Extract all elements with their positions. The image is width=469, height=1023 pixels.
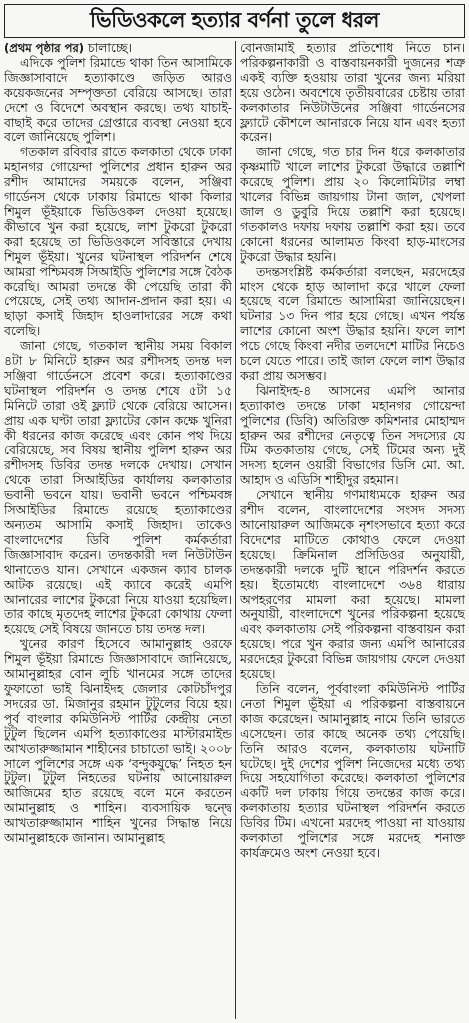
right-column <box>235 41 465 1019</box>
paragraph-text: চালাচ্ছে। <box>84 41 132 55</box>
paragraph: ঝিনাইদহ-৪ আসনের এমপি আনার হত্যাকাণ্ড তদন্তে ঢাকা মহানগর গোয়েন্দা পুলিশের (ডিবি) অতিরিক্ত কমিশনার মোহাম্মদ হারুন অর রশীদের নেতৃত্বে তিন সদস্যের যে টিম কতকাতায় গেছে, সেই টিমের অন্য দুই সদস্য হলেন ওয়ারী বিভাগের ডিসি মো. আ. আহাদ ও এডিসি শাহীদুর রহমান। <box>240 383 465 488</box>
paragraph: জানা গেছে, গতকাল স্থানীয় সময় বিকাল ৪টা ৮ মিনিটে হারুন অর রশীদসহ তদন্ত দল সঞ্জিবা গার্ডেনসে প্রবেশ করে। হত্যাকাণ্ডের ঘটনাস্থল পরিদর্শন ও তদন্ত শেষে ৫টা ১৫ মিনিটে তারা ওই ফ্ল্যাট থেকে বেরিয়ে আসেন। প্রায় এক ঘণ্টা তারা ফ্ল্যাটের কোন কক্ষে খুনিরা কী ধরনের কাজ করেছে এবং কোন পথ দিয়ে বেরিয়েছে, সব বিষয় স্থানীয় পুলিশ হারুন অর রশীদসহ ডিবির তদন্ত দলকে দেখায়। সেখান থেকে তারা সিআইডির কার্যালয় কলকাতার ভবানী ভবনে যায়। ভবানী ভবনে পশ্চিমবঙ্গ সিআইডির রিমান্ডে রয়েছে হত্যাকাণ্ডের অন্যতম আসামি কসাই জিহাদ। তাকেও বাংলাদেশের ডিবি পুলিশ কর্মকর্তারা জিজ্ঞাসাবাদ করেন। তদন্তকারী দল নিউটাউন থানাতেও যান। সেখানে একজন ক্যাব চালক আটক রয়েছে। এই ক্যাবে করেই এমপি আনারের লাশের টুকরো নিয়ে যাওয়া হয়েছিল। তার কাছে মৃতদেহ লাশের টুকরো কোথায় ফেলা হয়েছে সেই বিষয়ে জানতে চায় তদন্ত দল। <box>4 339 232 637</box>
paragraph: বোনজামাই হত্যার প্রতিশোধ নিতে চান। পরিকল্পনাকারী ও বাস্তবায়নকারী দুজনের শত্রু একই ব্যক্তি হওয়ায় তারা খুনের জন্য মরিয়া হয়ে ওঠেন। অবশেষে তৃতীয়বারের চেষ্টায় তারা কলকাতার নিউটাউনের সঞ্জিবা গার্ডেনসের ফ্ল্যাটে কৌশলে আনারকে নিয়ে যান এবং হত্যা করেন। <box>240 41 465 145</box>
paragraph: জানা গেছে, গত চার দিন ধরে কলকাতার কৃষ্ণমাটি খালে লাশের টুকরো উদ্ধারে তল্লাশি করেছে পুলিশ। প্রায় ২০ কিলোমিটার লম্বা খালের বিভিন্ন জায়গায় টানা জাল, খেপলা জাল ও ডুবুরি দিয়ে তল্লাশি করা হয়েছে। গতকালও দফায় দফায় তল্লাশি করা হয়। তবে কোনো ধরনের আলামত কিংবা হাড়-মাংসের টুকরো উদ্ধার হয়নি। <box>240 145 465 264</box>
paragraph: এদিকে পুলিশ রিমান্ডে থাকা তিন আসামিকে জিজ্ঞাসাবাদে হত্যাকাণ্ডে জড়িত আরও কয়েকজনের সম্পৃক্ততা বেরিয়ে আসছে। তারা দেশে ও বিদেশে অবস্থান করছে। তথ্য যাচাই-বাছাই করে তাদের গ্রেপ্তারে ব্যবস্থা নেওয়া হবে বলে জানিয়েছে পুলিশ। <box>4 55 232 145</box>
paragraph: তদন্তসংশ্লিষ্ট কর্মকর্তারা বলছেন, মরদেহের মাংস থেকে হাড় আলাদা করে খালে ফেলা হয়েছে বলে রিমান্ডে আসামিরা জানিয়েছেন। ঘটনার ১৩ দিন পার হয়ে গেছে। এখন পর্যন্ত লাশের কোনো অংশ উদ্ধার হয়নি। ফলে লাশ পচে গেছে কিংবা নদীর তলদেশে মাটির নিচেও চলে যেতে পারে। তাই জাল ফেলে লাশ উদ্ধার করা প্রায় অসম্ভব। <box>240 264 465 383</box>
paragraph: সেখানে স্থানীয় গণমাধ্যমকে হারুন অর রশীদ বলেন, বাংলাদেশের সংসদ সদস্য আনোয়ারুল আজিমকে নৃশংসভাবে হত্যা করে বিদেশের মাটিতে কোথাও ফেলে দেওয়া হয়েছে। ক্রিমিনাল প্রসিডিওর অনুযায়ী, তদন্তকারী দলকে দুটি স্থানে পরিদর্শন করতে হয়। ইতোমধ্যে বাংলাদেশে ৩৬৪ ধারায় অপহরণের মামলা করা হয়েছে। মামলা অনুযায়ী, বাংলাদেশে খুনের পরিকল্পনা হয়েছে এবং কলকাতায় সেই পরিকল্পনা বাস্তবায়ন করা হয়েছে। পরে খুন করার জন্য এমপি আনারের মরদেহের টুকরো বিভিন্ন জায়গায় ফেলে দেওয়া হয়েছে। <box>240 488 465 682</box>
paragraph: গতকাল রবিবার রাতে কলকাতা থেকে ঢাকা মহানগর গোয়েন্দা পুলিশের প্রধান হারুন অর রশীদ আমাদের সময়কে বলেন, সঞ্জিবা গার্ডেনস থেকে ঢাকায় রিমান্ডে থাকা কিলার শিমুল ভূঁইয়াকে ভিডিওকল দেওয়া হয়েছে। কীভাবে খুন করা হয়েছে, লাশ টুকরো টুকরো করা হয়েছে তা ভিডিওকলে সবিস্তারে দেখায় শিমুল ভূঁইয়া। খুনের ঘটনাস্থল পরিদর্শন শেষে আমরা পশ্চিমবঙ্গ সিআইডি পুলিশের সঙ্গে বৈঠক করেছি। আমরা তদন্তে কী পেয়েছি তারা কী পেয়েছে, সেই তথ্য আদান-প্রদান করা হয়। এ ছাড়া কসাই জিহাদ হাওলাদারের সঙ্গে কথা বলেছি। <box>4 145 232 339</box>
article-body <box>4 41 465 1019</box>
paragraph: খুনের কারণ হিসেবে আমানুল্লাহ ওরফে শিমুল ভূঁইয়া রিমান্ডে জিজ্ঞাসাবাদে জানিয়েছে, আমানুল্লাহর বোন লুচি খানমের সঙ্গে তাদের ফুফাতো ভাই ঝিনাইদহ জেলার কোটচাঁদপুর সদরের ডা. মিজানুর রহমান টুটুলের বিয়ে হয়। পূর্ব বাংলার কমিউনিস্ট পার্টির কেন্দ্রীয় নেতা টুটুল ছিলেন এমপি হত্যাকাণ্ডের মাস্টারমাইন্ড আখতারুজ্জামান শাহীনের চাচাতো ভাই। ২০০৮ সালে পুলিশের সঙ্গে এক ‘বন্দুকযুদ্ধে’ নিহত হন টুটুল। টুটুল নিহতের ঘটনায় আনোয়ারুল আজিমের হাত রয়েছে বলে মনে করতেন আমানুল্লাহ ও শাহিন। ব্যবসায়িক দ্বন্দ্বে আখতারুজ্জামান শাহিন খুনের সিদ্ধান্ত নিয়ে আমানুল্লাহকে জানান। আমানুল্লাহ <box>4 637 232 846</box>
continuation-tag: (প্রথম পৃষ্ঠার পর) <box>4 41 85 55</box>
article-headline: ভিডিওকলে হত্যার বর্ণনা তুলে ধরল <box>4 4 465 38</box>
paragraph: তিনি বলেন, পূর্ববাংলা কমিউনিস্ট পার্টির নেতা শিমুল ভূঁইয়া এ পরিকল্পনা বাস্তবায়নে কাজ করেছেন। আমানুল্লাহ নামে তিনি ভারতে এসেছেন। তার কাছে অনেক তথ্য পেয়েছি। তিনি আরও বলেন, কলকাতায় ঘটনাটি ঘটেছে। দুই দেশের পুলিশ নিজেদের মধ্যে তথ্য দিয়ে সহযোগিতা করেছে। কলকাতা পুলিশের একটি দল ঢাকায় গিয়ে তদন্তের কাজ করে। কলকাতায় হত্যার ঘটনাস্থল পরিদর্শন করতে ডিবির টিম। এখনো মরদেহ পাওয়া না যাওয়ায় কলকাতা পুলিশের সঙ্গে মরদেহ শনাক্ত কার্যক্রমেও অংশ নেওয়া হবে। <box>240 681 465 860</box>
paragraph-continuation <box>4 41 232 56</box>
left-column <box>4 41 232 1019</box>
